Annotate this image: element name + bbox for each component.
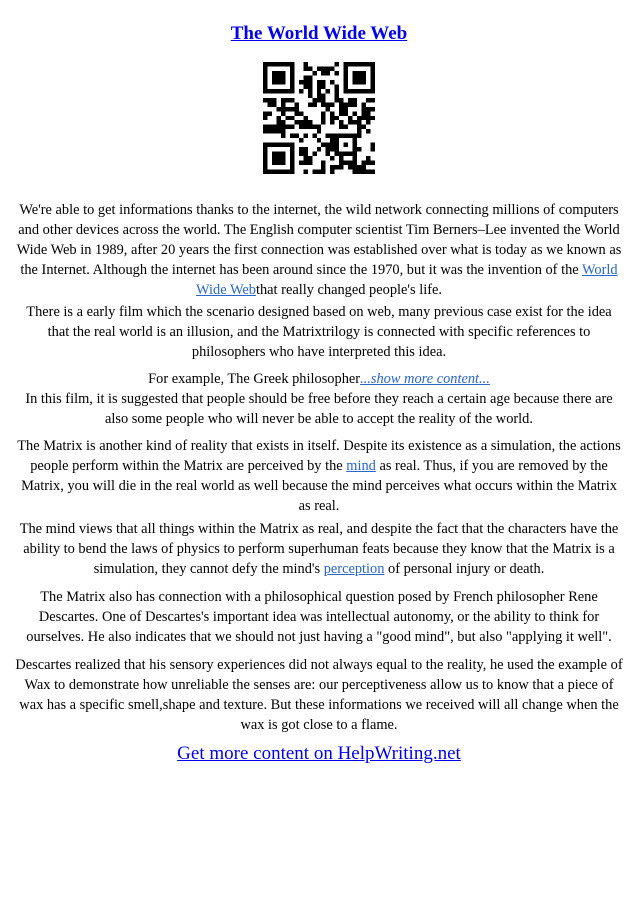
show-more-link[interactable]: ...show more content... bbox=[360, 371, 490, 387]
footer-link[interactable]: Get more content on HelpWriting.net bbox=[177, 743, 461, 764]
footer bbox=[0, 742, 638, 766]
mind-link[interactable]: mind bbox=[346, 458, 376, 474]
qr-code-icon bbox=[263, 62, 375, 174]
world-wide-web-link[interactable]: World Wide Web bbox=[196, 262, 618, 298]
paragraph-greek-text: For example, The Greek philosopher bbox=[148, 371, 361, 387]
paragraph-internet-text: We're able to get informations thanks to the internet, the wild network connecting millions of computers and other devices across the world. The English computer scientist Tim Berners–Lee invented the World Wide Web in 1989, after 20 years the first connection was established over what is today as we known as the Internet. Although the internet has been around since the 1970, but it was the invention of the bbox=[16, 202, 622, 278]
paragraph-internet-text-end: that really changed people's life. bbox=[255, 282, 442, 298]
paragraph-wax bbox=[14, 655, 624, 735]
paragraph-matrix-film-text: There is a early film which the scenario designed based on web, many previous case exist for the idea that the real world is an illusion, and the Matrixtrilogy is connected with specific references to philosophers who have interpreted this idea. bbox=[26, 304, 612, 360]
paragraph-mind-views-text: The mind views that all things within the Matrix as real, and despite the fact that the characters have the ability to bend the laws of physics to perform superhuman feats because they know that the Matrix is a simulation, they cannot defy the mind's bbox=[19, 521, 619, 577]
paragraph-matrix-film bbox=[14, 302, 624, 362]
paragraph-descartes-text: The Matrix also has connection with a philosophical question posed by French philosopher Rene Descartes. One of Descartes's important idea was intellectual autonomy, or the ability to think for ourselves. He also indicates that we should not just having a "good mind", but also "applying it well". bbox=[26, 589, 612, 645]
paragraph-greek-philosopher bbox=[14, 369, 624, 429]
paragraph-mind-views-text-end: of personal injury or death. bbox=[384, 561, 545, 577]
paragraph-wax-text: Descartes realized that his sensory experiences did not always equal to the reality, he used the example of Wax to demonstrate how unreliable the senses are: our perceptiveness allow us to know that a piece of wax has a specific smell,shape and texture. But these informations we received will all change when the wax is got close to a flame. bbox=[15, 657, 623, 733]
paragraph-matrix-reality bbox=[14, 436, 624, 516]
paragraph-greek-text-end: In this film, it is suggested that people should be free before they reach a certain age because there are also some people who will never be able to accept the reality of the world. bbox=[25, 391, 613, 427]
paragraph-mind-views bbox=[14, 519, 624, 579]
paragraph-internet bbox=[14, 200, 624, 300]
perception-link[interactable]: perception bbox=[323, 561, 385, 577]
paragraph-descartes bbox=[14, 587, 624, 647]
paragraph-matrix-reality-text-end: as real. Thus, if you are removed by the Matrix, you will die in the real world as well because the mind perceives what occurs within the Matrix as real. bbox=[21, 458, 617, 514]
paragraph-matrix-reality-text: The Matrix is another kind of reality that exists in itself. Despite its existence as a simulation, the actions people perform within the Matrix are perceived by the bbox=[17, 438, 621, 474]
title-link[interactable]: The World Wide Web bbox=[230, 23, 408, 44]
page-title bbox=[0, 22, 638, 46]
